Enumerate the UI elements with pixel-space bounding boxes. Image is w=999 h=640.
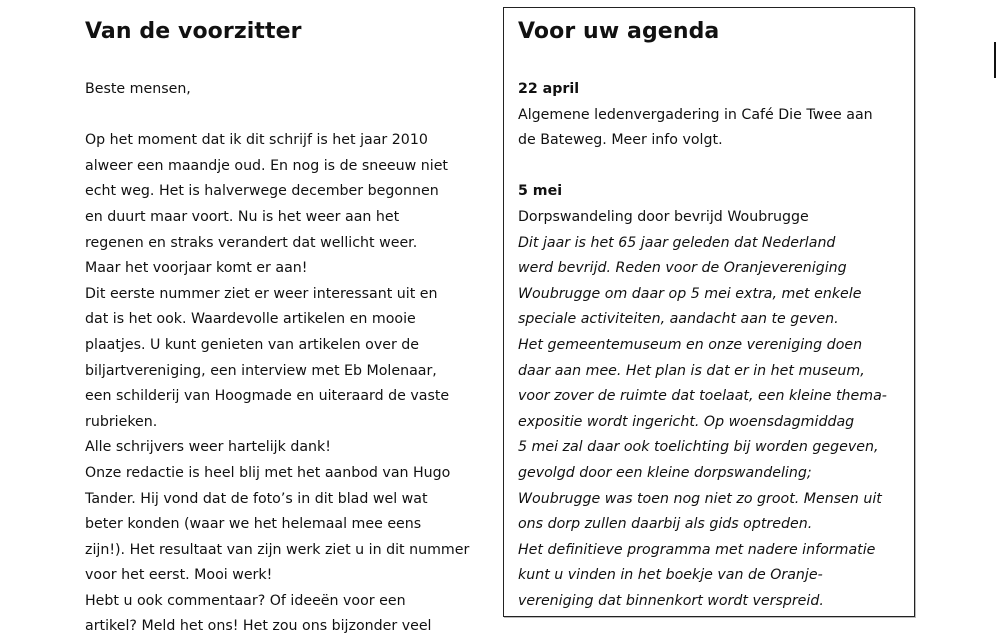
- chairman-body: [85, 77, 485, 640]
- text-line: Het definitieve programma met nadere informatie: [518, 541, 876, 558]
- salutation: Beste mensen,: [85, 81, 191, 97]
- text-line: werd bevrijd. Reden voor de Oranjevereniging: [518, 260, 847, 277]
- text-line: echt weg. Het is halverwege december begonnen: [85, 183, 439, 200]
- text-line: expositie wordt ingericht. Op woensdagmiddag: [518, 413, 855, 430]
- text-line: dat is het ook. Waardevolle artikelen en mooie: [85, 311, 416, 328]
- text-line: daar aan mee. Het plan is dat er in het museum,: [518, 362, 865, 379]
- text-line: Woubrugge was toen nog niet zo groot. Mensen uit: [518, 490, 882, 507]
- agenda-heading: Voor uw agenda: [518, 19, 720, 44]
- agenda-content: [518, 18, 910, 614]
- text-line: Woubrugge om daar op 5 mei extra, met enkele: [518, 285, 862, 302]
- event-description: [518, 103, 910, 154]
- text-line: Maar het voorjaar komt er aan!: [85, 260, 308, 277]
- chairman-column: [85, 18, 485, 640]
- text-line: speciale activiteiten, aandacht aan te geven.: [518, 311, 839, 328]
- text-line: plaatjes. U kunt genieten van artikelen over de: [85, 336, 420, 353]
- text-line: zijn!). Het resultaat van zijn werk ziet u in dit nummer: [85, 541, 470, 558]
- text-line: Onze redactie is heel blij met het aanbod van Hugo: [85, 464, 451, 481]
- event-date: 22 april: [518, 81, 580, 97]
- text-line: Het gemeentemuseum en onze vereniging doen: [518, 336, 863, 353]
- chairman-text: [85, 128, 485, 640]
- text-line: Tander. Hij vond dat de foto’s in dit blad wel wat: [85, 490, 428, 507]
- text-line: Algemene ledenvergadering in Café Die Twee aan: [518, 106, 873, 123]
- text-line: beter konden (waar we het helemaal mee eens: [85, 516, 422, 533]
- paragraph-gap: [85, 103, 485, 129]
- chairman-heading: Van de voorzitter: [85, 19, 302, 44]
- agenda-box: [503, 7, 915, 617]
- page-edge-mark: [994, 42, 996, 78]
- text-line: alweer een maandje oud. En nog is de sneeuw niet: [85, 157, 448, 174]
- text-line: gevolgd door een kleine dorpswandeling;: [518, 464, 812, 481]
- text-line: biljartvereniging, een interview met Eb Molenaar,: [85, 362, 437, 379]
- text-line: een schilderij van Hoogmade en uiteraard de vaste: [85, 388, 450, 405]
- text-line: en duurt maar voort. Nu is het weer aan het: [85, 208, 400, 225]
- text-line: artikel? Meld het ons! Het zou ons bijzonder veel: [85, 618, 432, 635]
- text-line: Hebt u ook commentaar? Of ideeën voor een: [85, 592, 406, 609]
- text-line: de Bateweg. Meer info volgt.: [518, 132, 723, 149]
- text-line: regenen en straks verandert dat wellicht weer.: [85, 234, 418, 251]
- text-line: Alle schrijvers weer hartelijk dank!: [85, 439, 331, 456]
- event-date: 5 mei: [518, 183, 563, 200]
- text-line: vereniging dat binnenkort wordt verspreid.: [518, 592, 824, 609]
- text-line: Dit jaar is het 65 jaar geleden dat Nederland: [518, 234, 836, 251]
- text-line: ons dorp zullen daarbij als gids optreden.: [518, 516, 813, 533]
- event-description: [518, 231, 910, 615]
- text-line: Dit eerste nummer ziet er weer interessant uit en: [85, 285, 438, 302]
- text-line: rubrieken.: [85, 413, 158, 430]
- text-line: voor het eerst. Mooi werk!: [85, 567, 273, 584]
- event-subtitle: Dorpswandeling door bevrijd Woubrugge: [518, 208, 809, 225]
- agenda-body: [518, 77, 910, 614]
- text-line: 5 mei zal daar ook toelichting bij worden gegeven,: [518, 439, 879, 456]
- text-line: kunt u vinden in het boekje van de Oranje-: [518, 567, 823, 584]
- paragraph-gap: [518, 154, 910, 180]
- text-line: voor zover de ruimte dat toelaat, een kleine thema-: [518, 388, 887, 405]
- text-line: Op het moment dat ik dit schrijf is het jaar 2010: [85, 132, 428, 149]
